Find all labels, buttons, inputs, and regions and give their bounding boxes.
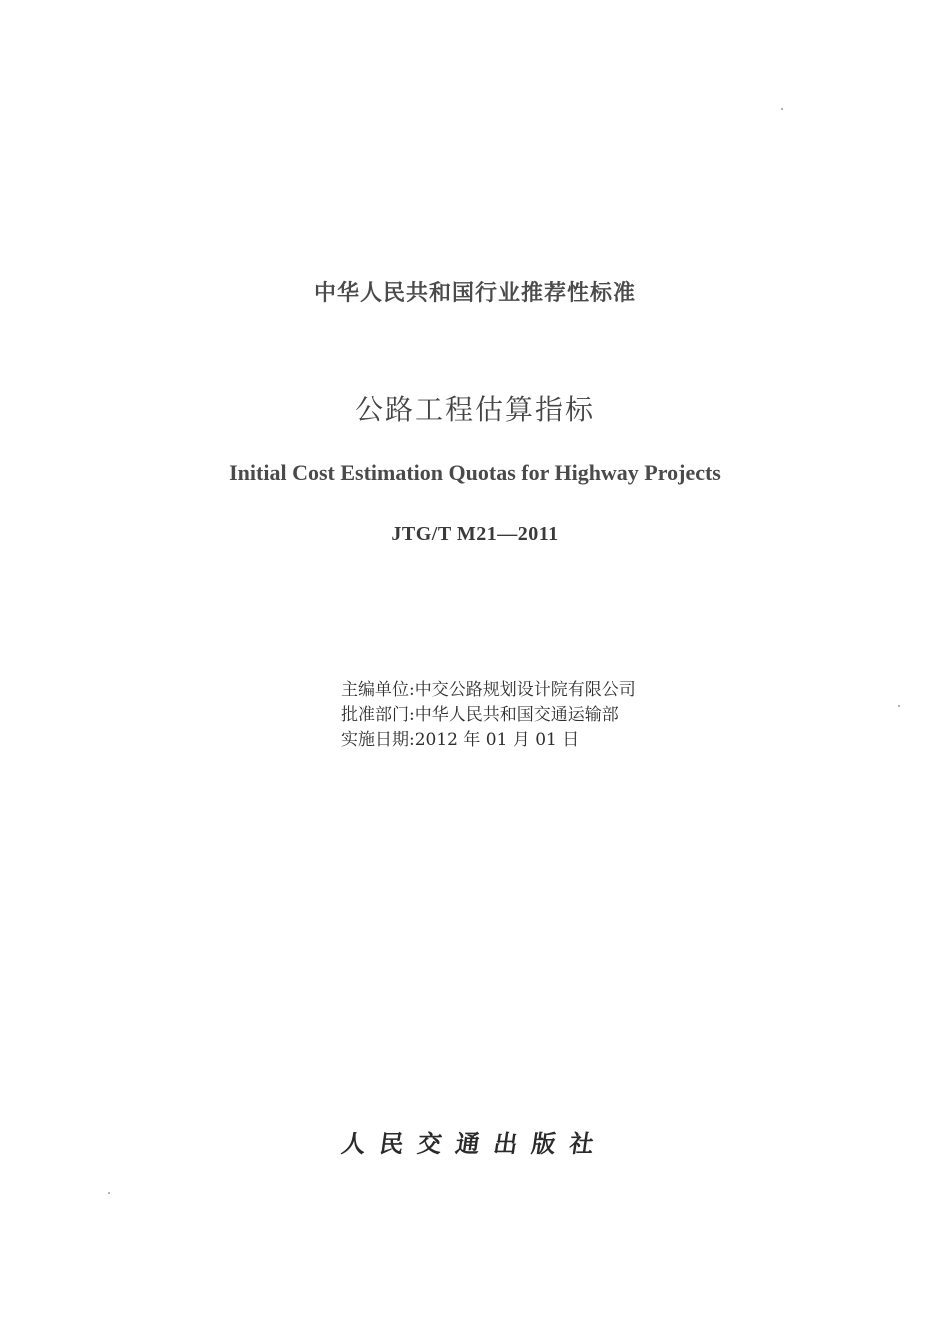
chinese-title: 公路工程估算指标: [354, 393, 595, 426]
scan-speck: [108, 1192, 110, 1194]
approver-separator: :: [409, 705, 415, 725]
standard-code: JTG/T M21—2011: [391, 523, 559, 545]
publication-info: [341, 678, 636, 753]
editor-row: [341, 678, 636, 703]
approver-label: 批准部门: [341, 705, 409, 725]
editor-label: 主编单位: [341, 680, 409, 700]
approver-row: [341, 703, 636, 728]
english-title: Initial Cost Estimation Quotas for Highway Projects: [229, 460, 721, 485]
standard-series-heading: 中华人民共和国行业推荐性标准: [313, 281, 636, 306]
effective-date-separator: :: [409, 730, 415, 750]
effective-date-value: 2012 年 01 月 01 日: [414, 730, 580, 750]
editor-value: 中交公路规划设计院有限公司: [414, 680, 636, 700]
scan-speck: [781, 108, 783, 110]
effective-date-label: 实施日期: [341, 730, 409, 750]
editor-separator: :: [409, 680, 415, 700]
approver-value: 中华人民共和国交通运输部: [414, 705, 619, 725]
effective-date-row: [341, 728, 636, 753]
scan-speck: [898, 705, 900, 707]
publisher-name: 人民交通出版社: [339, 1129, 610, 1158]
